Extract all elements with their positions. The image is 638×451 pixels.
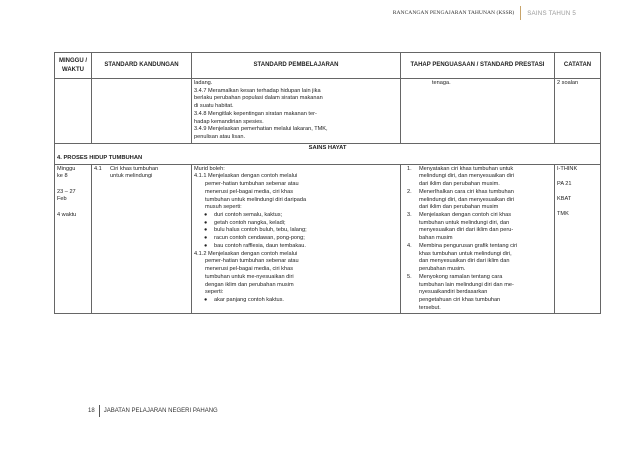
item-line: menyesuaikan diri dari iklim dan peru- xyxy=(419,227,514,234)
list-item xyxy=(194,220,398,228)
item-line: perubahan musim. xyxy=(419,266,466,273)
sp-line: 3.4.9 Menjelaskan pemerhatian melalui lakaran, TMK, xyxy=(194,126,328,133)
sp-line: menerusi pel-bagai media, ciri khas xyxy=(205,188,293,195)
duration: 4 waktu xyxy=(57,211,77,218)
col-header-minggu: MINGGU / WAKTU xyxy=(55,53,92,79)
item-line: melindungi diri, dan menyesuaikan diri xyxy=(419,196,515,203)
sp-line: musuh seperti: xyxy=(205,204,242,211)
date-range: 23 – 27 xyxy=(57,188,76,195)
list-item xyxy=(194,235,398,243)
week-label: Minggu xyxy=(57,165,76,172)
header-subtitle: SAINS TAHUN 5 xyxy=(527,9,576,17)
bullet-icon: ● xyxy=(204,212,208,219)
table-header-row xyxy=(55,53,601,79)
col-header-kandungan: STANDARD KANDUNGAN xyxy=(92,53,192,79)
catatan-item: TMK xyxy=(557,211,569,218)
lesson-plan-table xyxy=(54,52,601,314)
item-line: nyesuaikandiri berdasarkan xyxy=(419,289,488,296)
sp-line: pemer-hatian tumbuhan sebenar atau xyxy=(205,258,299,265)
cell-prestasi-2 xyxy=(401,164,555,314)
item-line: dari iklim dan perubahan musim xyxy=(419,204,499,211)
footer-text: JABATAN PELAJARAN NEGERI PAHANG xyxy=(103,408,218,414)
week-number: ke 8 xyxy=(57,173,68,180)
catatan-text: 2 soalan xyxy=(557,80,579,86)
list-item xyxy=(194,227,398,235)
sp-line: hadap kemandirian spesies. xyxy=(194,118,264,125)
item-line: MenerIhalkan cara ciri khas tumbuhan xyxy=(419,188,514,195)
sp-line: 4.1.2 Menjelaskan dengan contoh melalui xyxy=(194,250,298,257)
item-line: Menyokong ramalan tentang cara xyxy=(419,273,503,280)
month: Feb xyxy=(57,196,67,203)
bullet-icon: ● xyxy=(204,242,208,249)
cell-catatan-1 xyxy=(555,79,601,144)
header-divider xyxy=(520,6,521,20)
sk-line: Ciri khas tumbuhan xyxy=(110,165,159,172)
item-number: 3. xyxy=(407,212,412,219)
sp-line: pemer-hatian tumbuhan sebenar atau xyxy=(205,181,299,188)
sp-line: 3.4.8 Mengitlak kepentingan siratan makanan ter- xyxy=(194,110,317,117)
item-line: Menjelaskan dengan contoh ciri khas xyxy=(419,212,512,219)
list-item xyxy=(403,212,552,243)
item-line: khas tumbuhan untuk melindungi diri, xyxy=(419,250,512,257)
item-line: dan menyesuaikan diri dari iklim dan xyxy=(419,258,510,265)
table-row xyxy=(55,79,601,144)
col-header-catatan: CATATAN xyxy=(555,53,601,79)
list-item xyxy=(194,297,398,305)
item-number: 4. xyxy=(407,242,412,249)
catatan-item: PA 21 xyxy=(557,180,572,187)
cell-minggu-2 xyxy=(55,164,92,314)
sp-line: di suatu habitat. xyxy=(194,103,234,110)
bullet-text: getah contoh nangka, keladi; xyxy=(214,219,286,226)
sk-number: 4.1 xyxy=(94,165,102,172)
page-number: 18 xyxy=(88,408,95,414)
list-item xyxy=(194,243,398,251)
item-line: Membina pengurusan grafik tentang ciri xyxy=(419,242,518,249)
sp-line: seperti: xyxy=(205,289,224,296)
subsection-title: 4. PROSES HIDUP TUMBUHAN xyxy=(55,154,601,164)
cell-catatan-2 xyxy=(555,164,601,314)
sp-intro: Murid boleh: xyxy=(194,165,225,172)
sp-line: 3.4.7 Meramalkan kesan terhadap hidupan lain jika xyxy=(194,87,321,94)
cell-pembelajaran-1 xyxy=(192,79,401,144)
cell-pembelajaran-2 xyxy=(192,164,401,314)
item-line: dari iklim dan perubahan musim. xyxy=(419,181,500,188)
sp-line: dengan iklim dan perubahan musim xyxy=(205,281,294,288)
subsection-row xyxy=(55,154,601,164)
table-row xyxy=(55,164,601,314)
page-footer xyxy=(88,404,218,418)
sk-line: untuk melindungi xyxy=(110,173,153,180)
item-number: 5. xyxy=(407,273,412,280)
col-header-pembelajaran: STANDARD PEMBELAJARAN xyxy=(192,53,401,79)
item-line: pengetahuan ciri khas tumbuhan xyxy=(419,296,501,303)
bullet-text: bau contoh rafflesia, daun tembakau. xyxy=(214,242,306,249)
section-title: SAINS HAYAT xyxy=(55,143,601,153)
sp-line: ladang. xyxy=(194,80,213,86)
sp-line: menerusi pel-bagai media, ciri khas xyxy=(205,266,293,273)
cell-prestasi-1 xyxy=(401,79,555,144)
cell-minggu-1 xyxy=(55,79,92,144)
sp-line: 4.1.1 Menjelaskan dengan contoh melalui xyxy=(194,173,298,180)
bullet-icon: ● xyxy=(204,296,208,303)
catatan-item: KBAT xyxy=(557,196,572,203)
item-line: tumbuhan untuk melindungi diri, dan xyxy=(419,219,510,226)
sp-line: berlaku perubahan populasi dalam siratan makanan xyxy=(194,95,323,102)
bullet-text: duri contoh semalu, kaktus; xyxy=(214,212,283,219)
catatan-item: I-THINK xyxy=(557,165,578,172)
item-number: 1. xyxy=(407,165,412,172)
list-item xyxy=(403,243,552,274)
sp-line: penulisan atau lisan. xyxy=(194,134,246,141)
bullet-text: akar panjang contoh kaktus. xyxy=(214,296,284,303)
list-item xyxy=(403,274,552,313)
item-line: bahan musim xyxy=(419,235,453,242)
bullet-icon: ● xyxy=(204,219,208,226)
list-item xyxy=(194,212,398,220)
sp-line: tumbuhan untuk melindungi diri daripada xyxy=(205,196,307,203)
bullet-icon: ● xyxy=(204,227,208,234)
bullet-icon: ● xyxy=(204,235,208,242)
item-line: tersebut. xyxy=(419,304,441,311)
footer-divider xyxy=(99,405,100,417)
page-header xyxy=(393,4,576,22)
item-line: Menyatakan ciri khas tumbuhan untuk xyxy=(419,165,514,172)
prestasi-text: tenaga. xyxy=(432,80,451,86)
item-line: melindungi diri, dan menyesuaikan diri xyxy=(419,173,515,180)
cell-kandungan-1 xyxy=(92,79,192,144)
section-row xyxy=(55,143,601,153)
col-header-prestasi: TAHAP PENGUASAAN / STANDARD PRESTASI xyxy=(401,53,555,79)
cell-kandungan-2 xyxy=(92,164,192,314)
bullet-text: bulu halus contoh buluh, tebu, lalang; xyxy=(214,227,307,234)
list-item xyxy=(403,189,552,212)
item-line: tumbuhan lain melindungi diri dan me- xyxy=(419,281,514,288)
header-title: RANCANGAN PENGAJARAN TAHUNAN (KSSR) xyxy=(392,10,515,16)
bullet-text: racun contoh cendawan, pong-pong; xyxy=(214,235,305,242)
list-item xyxy=(403,166,552,189)
item-number: 2. xyxy=(407,188,412,195)
sp-line: tumbuhan untuk me-nyesuaikan diri xyxy=(205,273,294,280)
